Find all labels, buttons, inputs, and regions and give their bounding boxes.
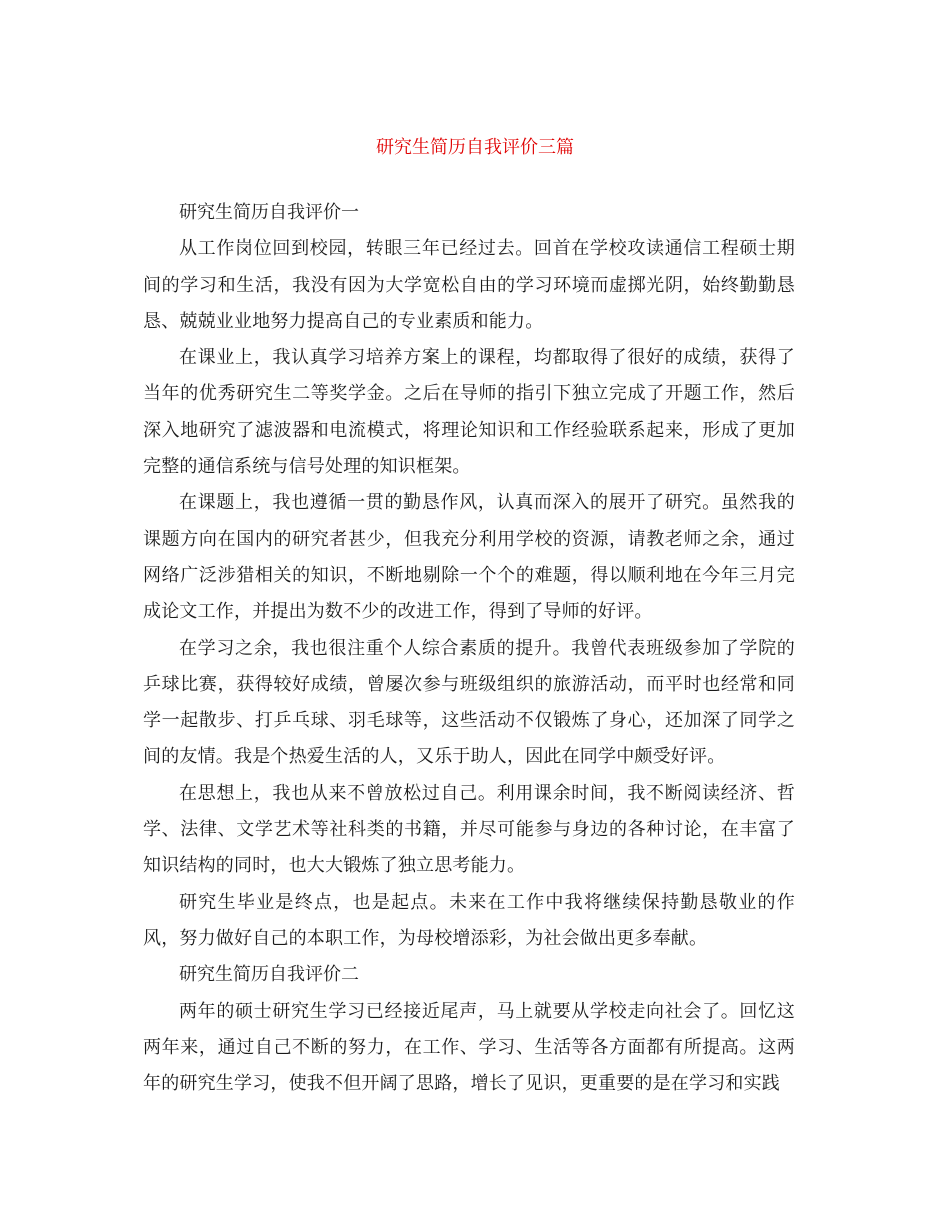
document-body bbox=[143, 195, 795, 1102]
section-heading: 研究生简历自我评价一 bbox=[179, 202, 359, 223]
section-heading: 研究生简历自我评价二 bbox=[179, 964, 359, 986]
document-title: 研究生简历自我评价三篇 bbox=[376, 137, 574, 158]
paragraph: 在课题上，我也遵循一贯的勤恳作风，认真而深入的展开了研究。虽然我的课题方向在国内的研究者甚少，但我充分利用学校的资源，请教老师之余，通过网络广泛涉猎相关的知识，不断地剔除一个个的难题，得以顺利地在今年三月完成论文工作，并提出为数不少的改进工作，得到了导师的好评。 bbox=[143, 492, 795, 623]
paragraph: 两年的硕士研究生学习已经接近尾声，马上就要从学校走向社会了。回忆这两年来，通过自己不断的努力，在工作、学习、生活等各方面都有所提高。这两年的研究生学习，使我不但开阔了思路，增长了见识，更重要的是在学习和实践 bbox=[143, 1000, 795, 1095]
paragraph: 在学习之余，我也很注重个人综合素质的提升。我曾代表班级参加了学院的乒球比赛，获得较好成绩，曾屡次参与班级组织的旅游活动，而平时也经常和同学一起散步、打乒乓球、羽毛球等，这些活动不仅锻炼了身心，还加深了同学之间的友情。我是个热爱生活的人，又乐于助人，因此在同学中颇受好评。 bbox=[143, 637, 795, 768]
paragraph: 从工作岗位回到校园，转眼三年已经过去。回首在学校攻读通信工程硕士期间的学习和生活，我没有因为大学宽松自由的学习环境而虚掷光阴，始终勤勤恳恳、兢兢业业地努力提高自己的专业素质和能力。 bbox=[143, 238, 795, 332]
paragraph: 在课业上，我认真学习培养方案上的课程，均都取得了很好的成绩，获得了当年的优秀研究生二等奖学金。之后在导师的指引下独立完成了开题工作，然后深入地研究了滤波器和电流模式，将理论知识和工作经验联系起来，形成了更加完整的通信系统与信号处理的知识框架。 bbox=[143, 347, 795, 478]
paragraph: 在思想上，我也从来不曾放松过自己。利用课余时间，我不断阅读经济、哲学、法律、文学艺术等社科类的书籍，并尽可能参与身边的各种讨论，在丰富了知识结构的同时，也大大锻炼了独立思考能力。 bbox=[143, 782, 795, 877]
paragraph: 研究生毕业是终点，也是起点。未来在工作中我将继续保持勤恳敬业的作风，努力做好自己的本职工作，为母校增添彩，为社会做出更多奉献。 bbox=[143, 891, 795, 949]
